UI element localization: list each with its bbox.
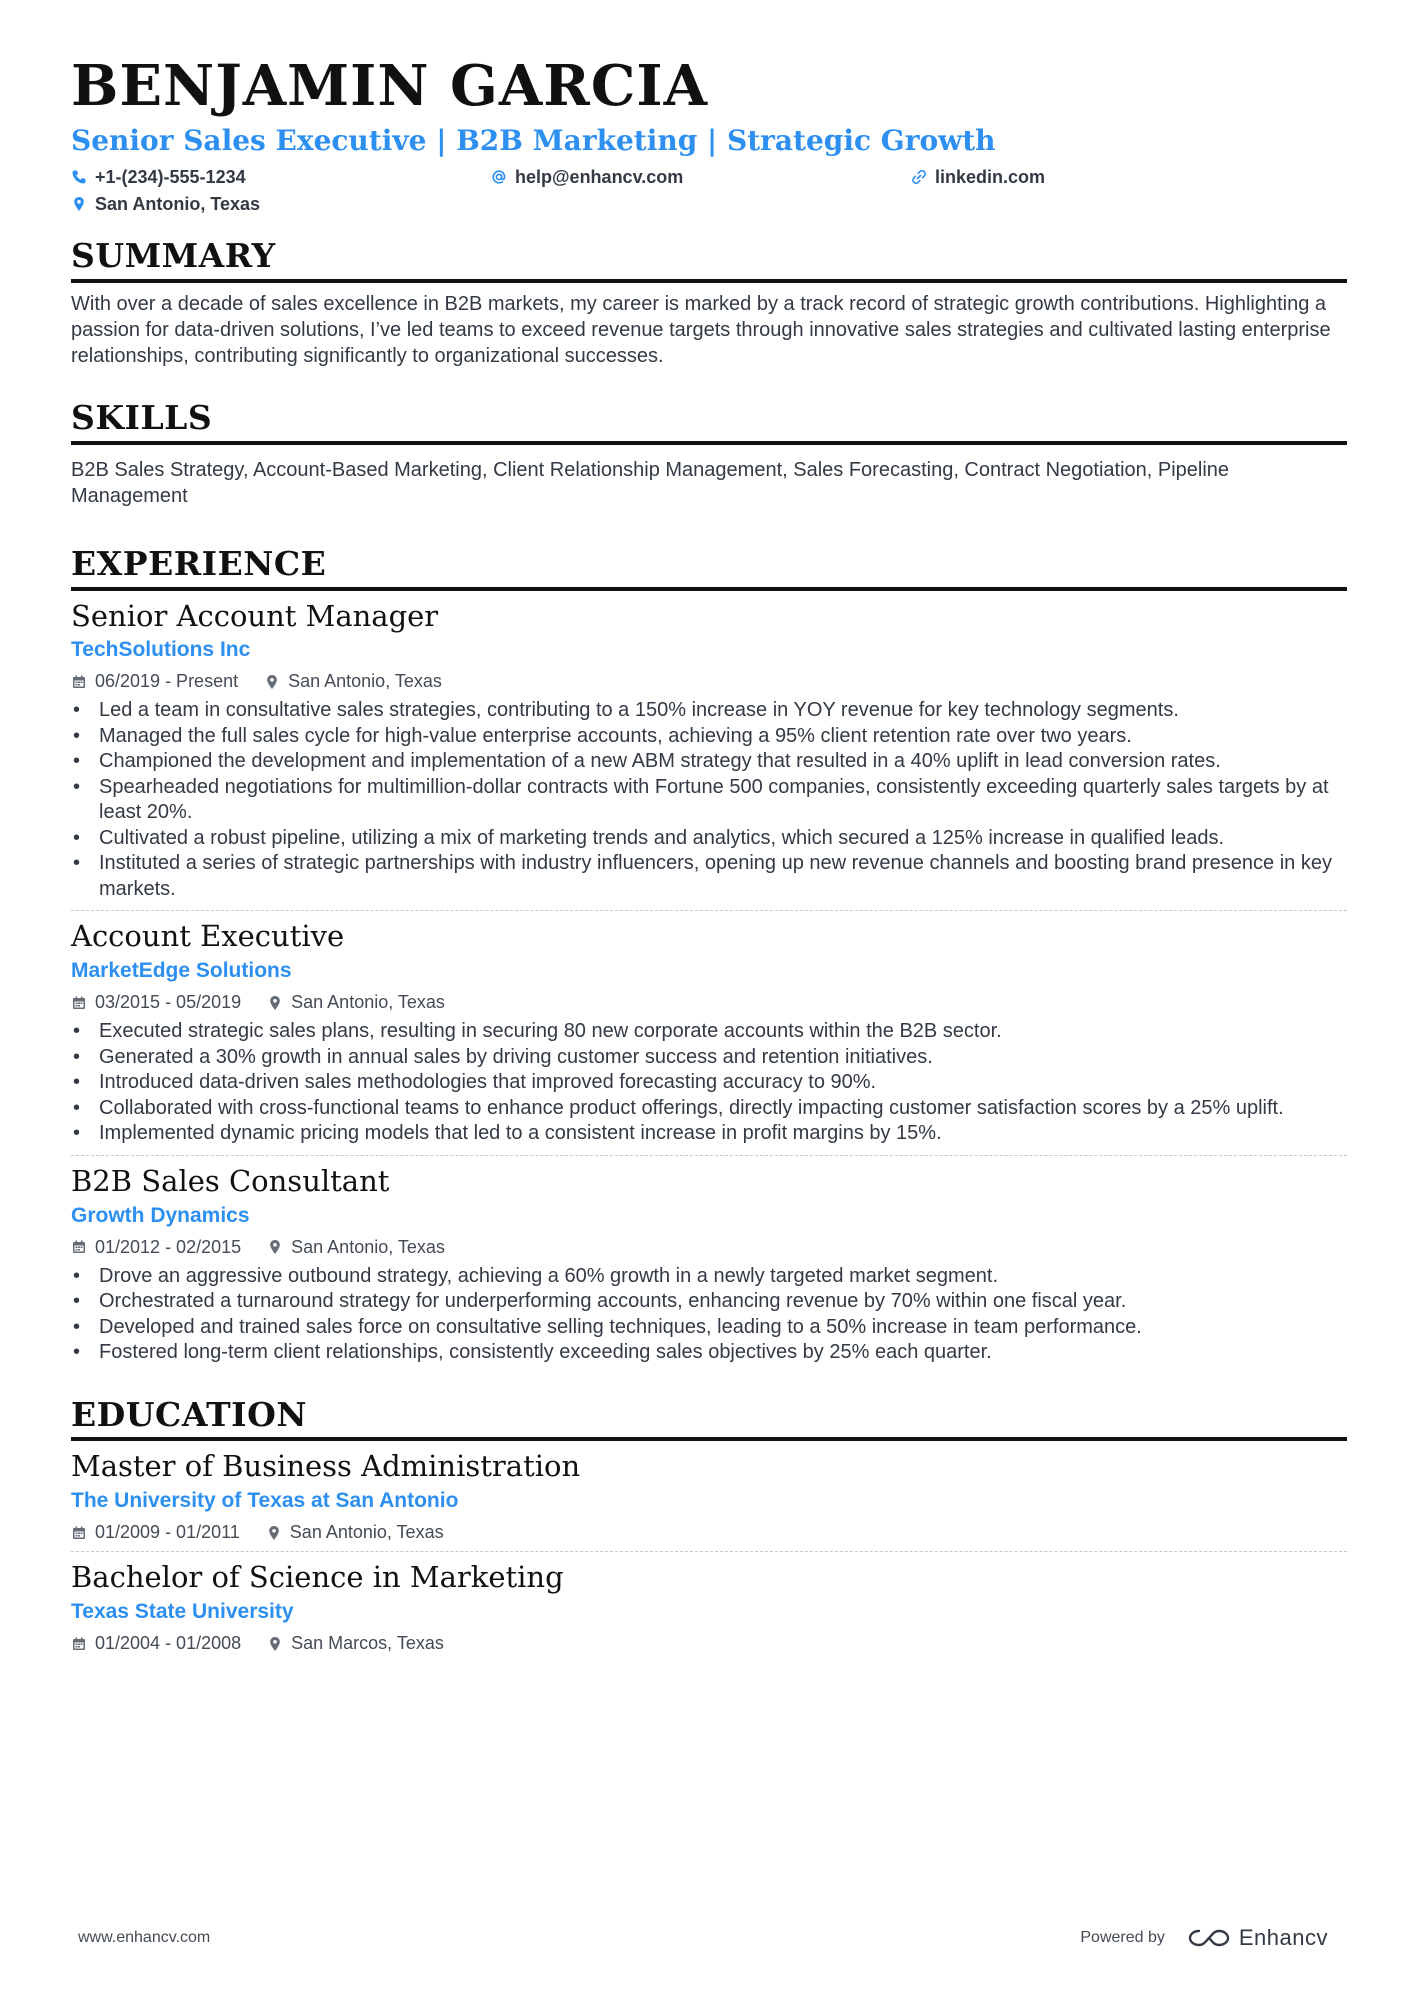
education-dates: 01/2004 - 01/2008 [95, 1633, 242, 1654]
contact-email[interactable] [491, 167, 911, 188]
location-pin-icon [71, 196, 87, 212]
experience-entry [71, 910, 1347, 1146]
linkedin-text[interactable]: linkedin.com [935, 166, 1046, 187]
education-meta [71, 1633, 1347, 1654]
job-title: Senior Account Manager [71, 598, 439, 633]
job-dates: 01/2012 - 02/2015 [95, 1236, 242, 1257]
skills-section [71, 399, 1347, 509]
job-location-text: San Antonio, Texas [291, 992, 445, 1013]
skills-title: SKILLS [71, 399, 1347, 445]
location-pin-icon [264, 674, 280, 690]
calendar-icon [71, 1239, 87, 1255]
job-location [264, 671, 442, 692]
education-entry [71, 1441, 1347, 1543]
bullet-item: • Generated a 30% growth in annual sales by driving customer success and retention initiatives. [71, 1045, 1347, 1071]
resume-page [71, 53, 1347, 1654]
enhancv-logo-icon [1187, 1927, 1231, 1949]
bullet-item: • Introduced data-driven sales methodologies that improved forecasting accuracy to 90%. [71, 1070, 1347, 1096]
candidate-name: BENJAMIN GARCIA [71, 53, 709, 119]
experience-title: EXPERIENCE [71, 545, 1347, 591]
experience-section [71, 545, 1347, 1366]
education-section [71, 1396, 1347, 1655]
powered-by-label: Powered by [1080, 1929, 1165, 1946]
degree-title: Bachelor of Science in Marketing [71, 1560, 564, 1595]
job-meta [71, 1237, 1347, 1258]
contact-row [71, 167, 1347, 188]
location-pin-icon [267, 995, 283, 1011]
summary-text: With over a decade of sales excellence in B2B markets, my career is marked by a track record of strategic growth contributions. Highlighting a passion for data-driven solutions, I’ve led teams to exceed revenue targets through innovative sales strategies and cultivated lasting enterprise relationships, contributing significantly to organizational successes. [71, 292, 1331, 367]
company-name: MarketEdge Solutions [71, 959, 292, 983]
job-location-text: San Antonio, Texas [288, 671, 442, 692]
school-name: Texas State University [71, 1600, 294, 1624]
skills-text: B2B Sales Strategy, Account-Based Marketing, Client Relationship Management, Sales Forecasting, Contract Negotiation, Pipeline Management [71, 458, 1230, 507]
bullet-item: • Spearheaded negotiations for multimillion-dollar contracts with Fortune 500 companies, consistently exceeding quarterly sales targets by at least 20%. [71, 775, 1347, 826]
bullet-item: • Cultivated a robust pipeline, utilizing a mix of marketing trends and analytics, which secured a 125% increase in qualified leads. [71, 826, 1347, 852]
experience-entry [71, 1155, 1347, 1366]
calendar-icon [71, 1636, 87, 1652]
phone-icon [71, 169, 87, 185]
location-text: San Antonio, Texas [95, 193, 261, 214]
job-bullets [71, 698, 1347, 902]
calendar-icon [71, 674, 87, 690]
bullet-item: • Orchestrated a turnaround strategy for underperforming accounts, enhancing revenue by 70% within one fiscal year. [71, 1289, 1347, 1315]
location-pin-icon [267, 1636, 283, 1652]
at-icon [491, 169, 507, 185]
education-location-text: San Antonio, Texas [289, 1522, 444, 1543]
bullet-item: • Fostered long-term client relationships, consistently exceeding sales objectives by 25% each quarter. [71, 1340, 1347, 1366]
page-footer [78, 1925, 1328, 1951]
company-name: TechSolutions Inc [71, 638, 251, 662]
education-meta [71, 1522, 1347, 1543]
calendar-icon [71, 995, 87, 1011]
contact-linkedin[interactable] [911, 167, 1045, 188]
candidate-headline: Senior Sales Executive | B2B Marketing | Strategic Growth [71, 124, 996, 157]
job-meta [71, 992, 1347, 1013]
education-location-text: San Marcos, Texas [291, 1633, 444, 1654]
education-entry [71, 1551, 1347, 1654]
education-dates: 01/2009 - 01/2011 [95, 1522, 240, 1543]
job-bullets [71, 1019, 1347, 1147]
phone-text: +1-(234)-555-1234 [95, 166, 246, 187]
bullet-item: • Executed strategic sales plans, resulting in securing 80 new corporate accounts within the B2B sector. [71, 1019, 1347, 1045]
enhancv-logo[interactable] [1187, 1925, 1328, 1951]
degree-title: Master of Business Administration [71, 1449, 581, 1484]
job-title: B2B Sales Consultant [71, 1163, 390, 1198]
job-location-text: San Antonio, Texas [291, 1236, 445, 1257]
job-dates: 03/2015 - 05/2019 [95, 992, 242, 1013]
bullet-item: • Managed the full sales cycle for high-value enterprise accounts, achieving a 95% client retention rate over two years. [71, 724, 1347, 750]
bullet-item: • Led a team in consultative sales strategies, contributing to a 150% increase in YOY revenue for key technology segments. [71, 698, 1347, 724]
company-name: Growth Dynamics [71, 1203, 250, 1227]
location-pin-icon [266, 1525, 282, 1541]
job-title: Account Executive [71, 919, 345, 954]
bullet-item: • Collaborated with cross-functional teams to enhance product offerings, directly impacting customer satisfaction scores by a 25% uplift. [71, 1096, 1347, 1122]
contact-location [71, 194, 1347, 215]
bullet-item: • Championed the development and implementation of a new ABM strategy that resulted in a 40% uplift in lead conversion rates. [71, 749, 1347, 775]
job-location [267, 992, 445, 1013]
contact-phone [71, 167, 491, 188]
education-location [266, 1522, 444, 1543]
experience-entry [71, 591, 1347, 903]
job-location [267, 1237, 445, 1258]
education-location [267, 1633, 444, 1654]
link-icon [911, 169, 927, 185]
powered-by [1080, 1925, 1328, 1951]
education-title: EDUCATION [71, 1396, 1347, 1442]
email-text[interactable]: help@enhancv.com [515, 166, 684, 187]
bullet-item: • Developed and trained sales force on consultative selling techniques, leading to a 50% increase in team performance. [71, 1315, 1347, 1341]
summary-title: SUMMARY [71, 237, 1347, 283]
job-meta [71, 671, 1347, 692]
job-dates: 06/2019 - Present [95, 671, 239, 692]
footer-website[interactable]: www.enhancv.com [78, 1929, 211, 1946]
bullet-item: • Drove an aggressive outbound strategy, achieving a 60% growth in a newly targeted market segment. [71, 1264, 1347, 1290]
bullet-item: • Implemented dynamic pricing models that led to a consistent increase in profit margins by 15%. [71, 1121, 1347, 1147]
summary-section [71, 237, 1347, 369]
school-name: The University of Texas at San Antonio [71, 1489, 459, 1513]
brand-name: Enhancv [1238, 1925, 1328, 1950]
location-pin-icon [267, 1239, 283, 1255]
bullet-item: • Instituted a series of strategic partnerships with industry influencers, opening up new revenue channels and boosting brand presence in key markets. [71, 851, 1347, 902]
job-bullets [71, 1264, 1347, 1366]
calendar-icon [71, 1525, 87, 1541]
